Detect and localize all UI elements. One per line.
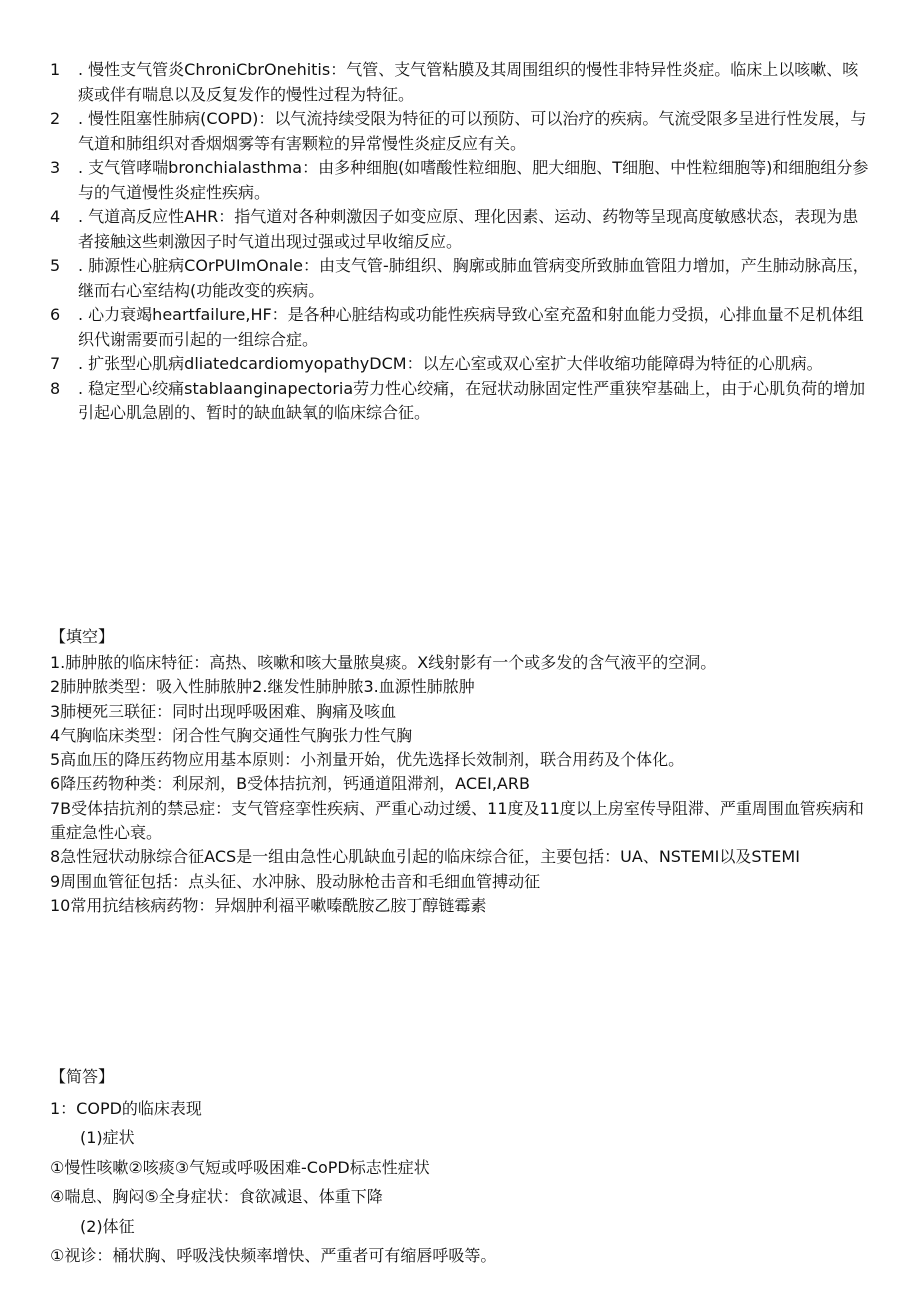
symptoms-line: ④喘息、胸闷⑤全身症状：食欲减退、体重下降 <box>50 1187 383 1206</box>
definition-item <box>50 156 870 205</box>
short-answer-heading: 【简答】 <box>50 1067 115 1086</box>
definition-number: 6 <box>50 305 61 324</box>
definition-text: . 扩张型心肌病dliatedcardiomyopathyDCM：以左心室或双心室扩大伴收缩功能障碍为特征的心肌病。 <box>78 354 823 373</box>
fill-in-item: 10常用抗结核病药物：异烟肿利福平嗽嗪酰胺乙胺丁醇链霉素 <box>50 895 487 915</box>
fill-in-item: 7B受体拮抗剂的禁忌症：支气管痉挛性疾病、严重心动过缓、11度及11度以上房室传导阻滞、严重周围血管疾病和重症急性心衰。 <box>50 798 864 843</box>
fill-in-item: 8急性冠状动脉综合征ACS是一组由急性心肌缺血引起的临床综合征，主要包括：UA、NSTEMI以及STEMI <box>50 847 800 867</box>
definitions-list <box>50 58 870 426</box>
definition-text: . 慢性支气管炎ChroniCbrOnehitis：气管、支气管粘膜及其周围组织的慢性非特异性炎症。临床上以咳嗽、咳痰或伴有喘息以及反复发作的慢性过程为特征。 <box>78 60 859 104</box>
symptoms-subtitle: (1)症状 <box>80 1128 135 1147</box>
definition-text: . 稳定型心绞痛stablaanginapectoria劳力性心绞痛，在冠状动脉固定性严重狭窄基础上，由于心肌负荷的增加引起心肌急剧的、暂时的缺血缺氧的临床综合征。 <box>78 378 866 422</box>
definition-text: . 肺源性心脏病COrPUImOnale：由支气管-肺组织、胸廓或肺血管病变所致肺血管阻力增加，产生肺动脉高压，继而右心室结构(功能改变的疾病。 <box>78 256 869 300</box>
definition-number: 4 <box>50 207 61 226</box>
definition-item <box>50 205 870 254</box>
definition-item <box>50 377 870 426</box>
fill-in-item: 1.肺肿脓的临床特征：高热、咳嗽和咳大量脓臭痰。X线射影有一个或多发的含气液平的空洞。 <box>50 653 717 672</box>
short-answer-section <box>50 1062 870 1271</box>
definition-number: 2 <box>50 109 61 128</box>
signs-subtitle: (2)体征 <box>80 1216 135 1236</box>
definition-text: . 气道高反应性AHR：指气道对各种刺激因子如变应原、理化因素、运动、药物等呈现高度敏感状态，表现为患者接触这些刺激因子时气道出现过强或过早收缩反应。 <box>78 207 859 251</box>
definition-number: 5 <box>50 256 61 275</box>
definition-item <box>50 352 870 377</box>
fill-in-item: 2肺肿脓类型：吸入性肺脓肿2.继发性肺肿脓3.血源性肺脓肿 <box>50 677 475 697</box>
definition-text: . 心力衰竭heartfailure,HF：是各种心脏结构或功能性疾病导致心室充盈和射血能力受损，心排血量不足机体组织代谢需要而引起的一组综合症。 <box>78 305 864 349</box>
question-title: 1：COPD的临床表现 <box>50 1098 202 1118</box>
definition-item <box>50 254 870 303</box>
fill-in-item: 5高血压的降压药物应用基本原则：小剂量开始，优先选择长效制剂，联合用药及个体化。 <box>50 750 685 770</box>
definition-item <box>50 303 870 352</box>
signs-line: ①视诊：桶状胸、呼吸浅快频率增快、严重者可有缩唇呼吸等。 <box>50 1246 497 1265</box>
definition-number: 1 <box>50 60 61 79</box>
definition-text: . 慢性阻塞性肺病(COPD)：以气流持续受限为特征的可以预防、可以治疗的疾病。气流受限多呈进行性发展，与气道和肺组织对香烟烟雾等有害颗粒的异常慢性炎症反应有关。 <box>78 109 867 153</box>
definition-item <box>50 58 870 107</box>
fill-in-item: 9周围血管征包括：点头征、水冲脉、股动脉枪击音和毛细血管搏动征 <box>50 871 541 891</box>
definition-text: . 支气管哮喘bronchialasthma：由多种细胞(如嗜酸性粒细胞、肥大细胞、T细胞、中性粒细胞等)和细胞组分参与的气道慢性炎症性疾病。 <box>78 158 869 202</box>
fill-in-item: 3肺梗死三联征：同时出现呼吸困难、胸痛及咳血 <box>50 701 397 721</box>
fill-in-item: 4气胸临床类型：闭合性气胸交通性气胸张力性气胸 <box>50 725 413 745</box>
definition-number: 7 <box>50 354 61 373</box>
fill-in-item: 6降压药物种类：利尿剂，B受体拮抗剂，钙通道阻滞剂，ACEI,ARB <box>50 774 530 794</box>
fill-in-section <box>50 625 870 918</box>
definition-number: 8 <box>50 378 61 398</box>
fill-in-heading: 【填空】 <box>50 627 115 646</box>
definition-number: 3 <box>50 158 61 177</box>
definition-item <box>50 107 870 156</box>
symptoms-line: ①慢性咳嗽②咳痰③气短或呼吸困难-CoPD标志性症状 <box>50 1157 430 1177</box>
